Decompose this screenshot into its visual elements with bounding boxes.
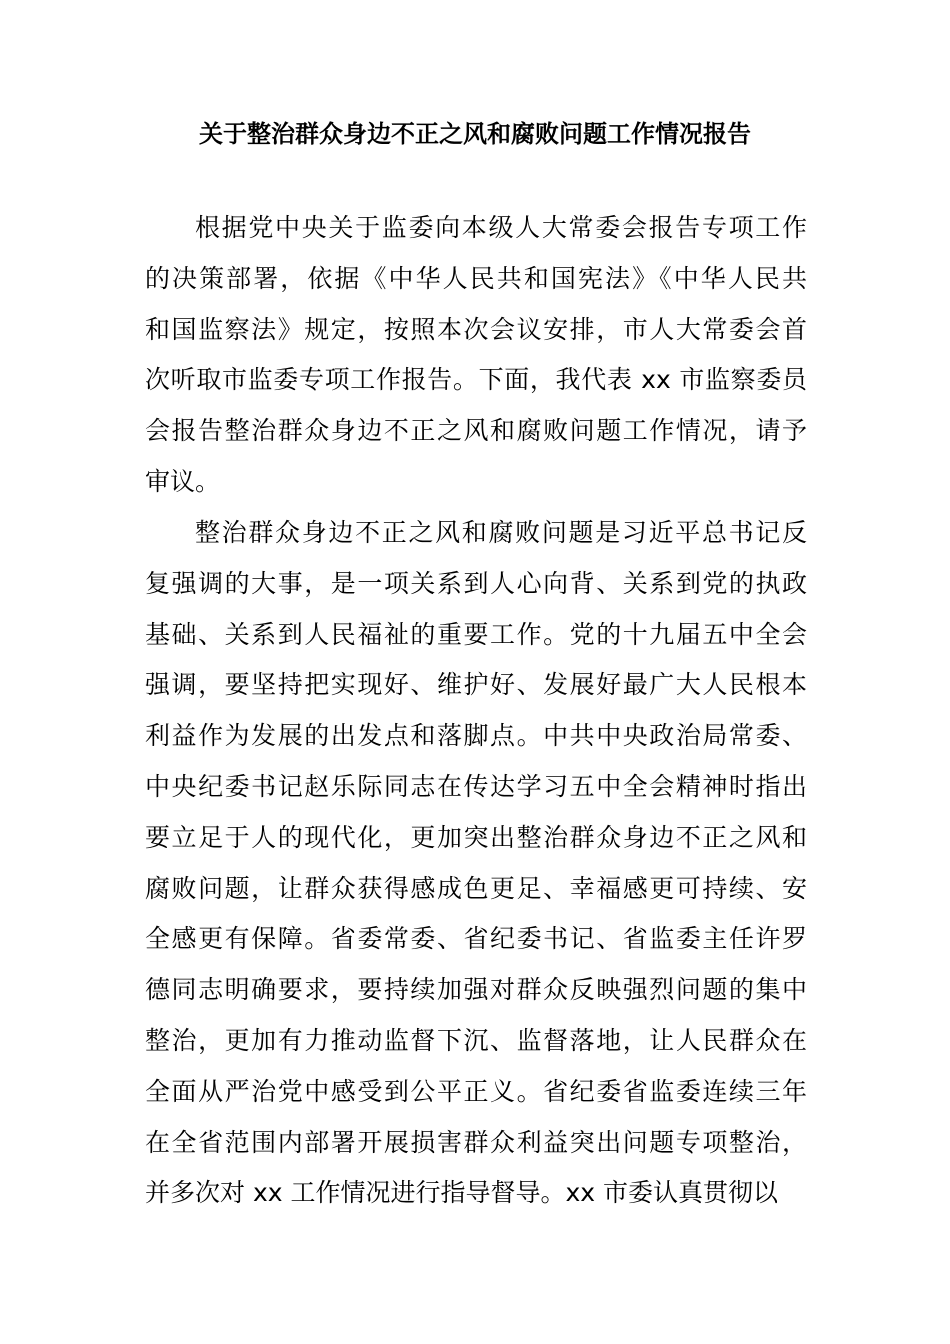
document-title: 关于整治群众身边不正之风和腐败问题工作情况报告	[199, 120, 751, 148]
paragraph-2	[145, 508, 807, 1219]
text-line: 腐败问题，让群众获得感成色更足、幸福感更可持续、安	[145, 873, 807, 903]
text-line: 在全省范围内部署开展损害群众利益突出问题专项整治，	[145, 1127, 807, 1157]
text-line: 审议。	[145, 466, 221, 496]
text-line: 复强调的大事，是一项关系到人心向背、关系到党的执政	[145, 568, 807, 598]
text-line: 中央纪委书记赵乐际同志在传达学习五中全会精神时指出	[145, 771, 807, 801]
text-line: 强调，要坚持把实现好、维护好、发展好最广大人民根本	[145, 670, 807, 700]
text-line: 要立足于人的现代化，更加突出整治群众身边不正之风和	[145, 822, 807, 852]
text-line: 和国监察法》规定，按照本次会议安排，市人大常委会首	[145, 314, 807, 344]
text-line: 利益作为发展的出发点和落脚点。中共中央政治局常委、	[145, 721, 807, 751]
paragraph-1	[145, 203, 807, 508]
text-line: 德同志明确要求，要持续加强对群众反映强烈问题的集中	[145, 975, 807, 1005]
text-line: 会报告整治群众身边不正之风和腐败问题工作情况，请予	[145, 416, 807, 446]
text-line: 整治群众身边不正之风和腐败问题是习近平总书记反	[195, 518, 807, 547]
text-line: 并多次对 xx 工作情况进行指导督导。xx 市委认真贯彻以	[145, 1178, 779, 1208]
text-line: 的决策部署，依据《中华人民共和国宪法》《中华人民共	[145, 263, 807, 293]
text-line: 基础、关系到人民福祉的重要工作。党的十九届五中全会	[145, 619, 807, 649]
text-line: 根据党中央关于监委向本级人大常委会报告专项工作	[195, 213, 807, 242]
text-line: 整治，更加有力推动监督下沉、监督落地，让人民群众在	[145, 1025, 807, 1055]
text-line: 全面从严治党中感受到公平正义。省纪委省监委连续三年	[145, 1076, 807, 1106]
text-line: 次听取市监委专项工作报告。下面，我代表 xx 市监察委员	[145, 365, 807, 395]
text-line: 全感更有保障。省委常委、省纪委书记、省监委主任许罗	[145, 924, 807, 954]
